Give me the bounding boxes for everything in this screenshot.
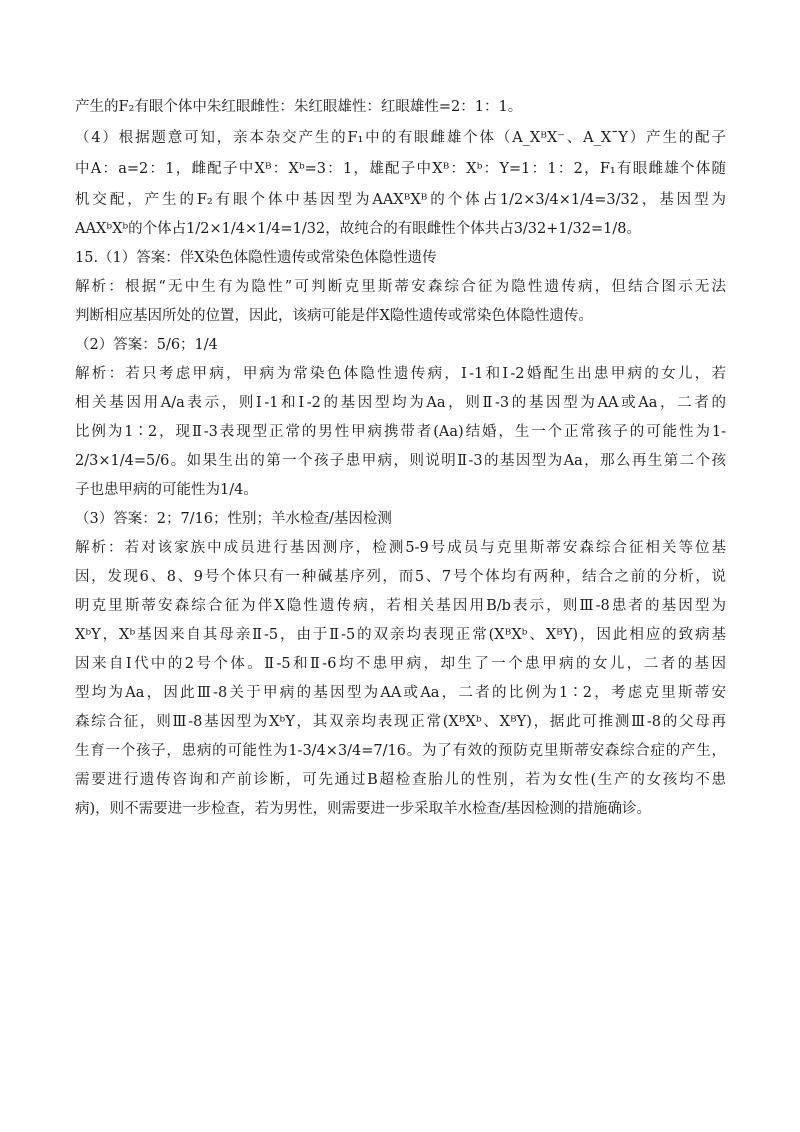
text-line: 因，发现6、8、9号个体只有一种碱基序列，而5、7号个体均有两种，结合之前的分析，说 <box>75 569 726 585</box>
text-line: 15.（1）答案：伴X染色体隐性遗传或常染色体隐性遗传 <box>75 250 437 266</box>
text-line: 机交配，产生的F₂有眼个体中基因型为AAXᴮXᴮ的个体占1/2×3/4×1/4=3/32，基因型为 <box>75 192 726 208</box>
text-line: AAXᵇXᵇ的个体占1/2×1/4×1/4=1/32，故纯合的有眼雌性个体共占3/32+1/32=1/8。 <box>75 221 641 237</box>
text-line: 相关基因用A/a表示，则Ⅰ-1和Ⅰ-2的基因型均为Aa，则Ⅱ-3的基因型为AA或Aa，二者的 <box>75 395 726 411</box>
text-line: 中A：a=2：1，雌配子中Xᴮ：Xᵇ=3：1，雄配子中Xᴮ：Xᵇ：Y=1：1：2，F₁有眼雌雄个体随 <box>75 161 726 177</box>
text-line: 明克里斯蒂安森综合征为伴X隐性遗传病，若相关基因用B/b表示，则Ⅲ-8患者的基因型为 <box>75 598 726 614</box>
text-line: 型均为Aa，因此Ⅲ-8关于甲病的基因型为AA或Aa，二者的比例为1∶2，考虑克里斯蒂安 <box>75 685 726 701</box>
text-line: 判断相应基因所处的位置，因此，该病可能是伴X隐性遗传或常染色体隐性遗传。 <box>75 308 593 324</box>
text-line: 因来自I代中的2号个体。Ⅱ-5和Ⅱ-6均不患甲病，却生了一个患甲病的女儿，二者的基因 <box>75 656 726 672</box>
text-line: 解析：若对该家族中成员进行基因测序，检测5-9号成员与克里斯蒂安森综合征相关等位基 <box>75 540 726 556</box>
text-line: 比例为1∶2，现Ⅱ-3表现型正常的男性甲病携带者(Aa)结婚，生一个正常孩子的可能性为1- <box>75 424 726 440</box>
text-line: XᵇY，Xᵇ基因来自其母亲Ⅱ-5，由于Ⅱ-5的双亲均表现正常(XᴮXᵇ、XᴮY)，因此相应的致病基 <box>75 627 726 643</box>
text-line: 解析：根据“无中生有为隐性”可判断克里斯蒂安森综合征为隐性遗传病，但结合图示无法 <box>75 279 726 295</box>
text-line: （3）答案：2；7/16；性别；羊水检查/基因检测 <box>75 511 392 527</box>
text-line: 森综合征，则Ⅲ-8基因型为XᵇY，其双亲均表现正常(XᴮXᵇ、XᴮY)，据此可推测Ⅲ-8的父母再 <box>75 714 726 730</box>
text-line: 产生的F₂有眼个体中朱红眼雌性：朱红眼雄性：红眼雄性=2：1：1。 <box>75 99 523 115</box>
text-line: 需要进行遗传咨询和产前诊断，可先通过B超检查胎儿的性别，若为女性(生产的女孩均不患 <box>75 772 726 788</box>
text-line: （4）根据题意可知，亲本杂交产生的F₁中的有眼雌雄个体（A_XᴮX⁻、A_XˉY）产生的配子 <box>75 130 726 146</box>
text-line: 解析：若只考虑甲病，甲病为常染色体隐性遗传病，Ⅰ-1和Ⅰ-2婚配生出患甲病的女儿，若 <box>75 366 726 382</box>
text-line: 生育一个孩子，患病的可能性为1-3/4×3/4=7/16。为了有效的预防克里斯蒂安森综合症的产生， <box>75 743 726 759</box>
text-line: 2/3×1/4=5/6。如果生出的第一个孩子患甲病，则说明Ⅱ-3的基因型为Aa，那么再生第二个孩 <box>75 453 726 469</box>
text-line: 子也患甲病的可能性为1/4。 <box>75 482 258 498</box>
text-line: 病)，则不需要进一步检查，若为男性，则需要进一步采取羊水检查/基因检测的措施确诊。 <box>75 801 652 817</box>
text-line: （2）答案：5/6；1/4 <box>75 337 218 353</box>
